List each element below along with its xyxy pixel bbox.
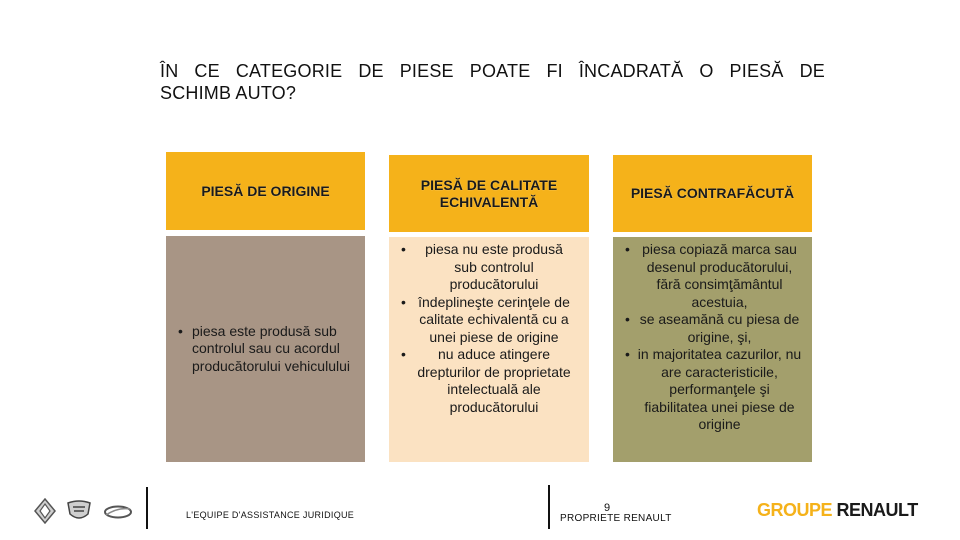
counterfeit-part-heading-text: PIESĂ CONTRAFĂCUTĂ — [630, 185, 795, 201]
footer-property-label: PROPRIETE RENAULT — [560, 513, 672, 524]
origin-part-body — [166, 236, 365, 462]
list-item: • se aseamănă cu piesa de origine, şi, — [617, 311, 802, 346]
brand-groupe: GROUPE — [757, 500, 833, 520]
footer-divider-center — [548, 485, 550, 529]
equivalent-part-heading-text: PIESĂ DE CALITATE ECHIVALENTĂ — [420, 176, 558, 210]
equivalent-part-list — [393, 241, 575, 416]
list-item: • piesa este produsă sub controlul sau cu acordul producătorului vehiculului — [170, 323, 359, 376]
renault-logo-icon — [34, 498, 56, 524]
list-item: • îndeplineşte cerinţele de calitate echivalentă cu a unei piese de origine — [393, 294, 575, 347]
counterfeit-part-list — [617, 241, 802, 434]
equivalent-part-heading — [389, 155, 589, 232]
brand-renault: RENAULT — [836, 500, 918, 520]
list-item: • nu aduce atingere drepturilor de proprietate intelectuală ale producătorului — [393, 346, 575, 416]
footer-team-label: L'EQUIPE D'ASSISTANCE JURIDIQUE — [186, 510, 355, 520]
slide-title — [160, 60, 825, 104]
counterfeit-part-body — [613, 237, 812, 462]
samsung-logo-icon — [103, 504, 133, 520]
list-item: • in majoritatea cazurilor, nu are caracteristicile, performanţele şi fiabilitatea unei piese de origine — [617, 346, 802, 434]
groupe-renault-logo — [757, 500, 918, 521]
page-number: 9 — [604, 502, 611, 514]
slide-title-line-2: SCHIMB AUTO? — [160, 83, 297, 103]
origin-part-heading-text: PIESĂ DE ORIGINE — [201, 182, 330, 199]
footer-divider-left — [146, 487, 148, 529]
list-item: • piesa copiază marca sau desenul producătorului, fără consimţământul acestuia, — [617, 241, 802, 311]
list-item: • piesa nu este produsă sub controlul producătorului — [393, 241, 575, 294]
origin-part-list — [170, 323, 359, 376]
origin-part-heading — [166, 152, 365, 230]
dacia-logo-icon — [66, 500, 92, 522]
equivalent-part-body — [389, 237, 589, 462]
slide-title-line-1: ÎN CE CATEGORIE DE PIESE POATE FI ÎNCADRATĂ O PIESĂ DE — [160, 61, 825, 81]
counterfeit-part-heading — [613, 155, 812, 232]
